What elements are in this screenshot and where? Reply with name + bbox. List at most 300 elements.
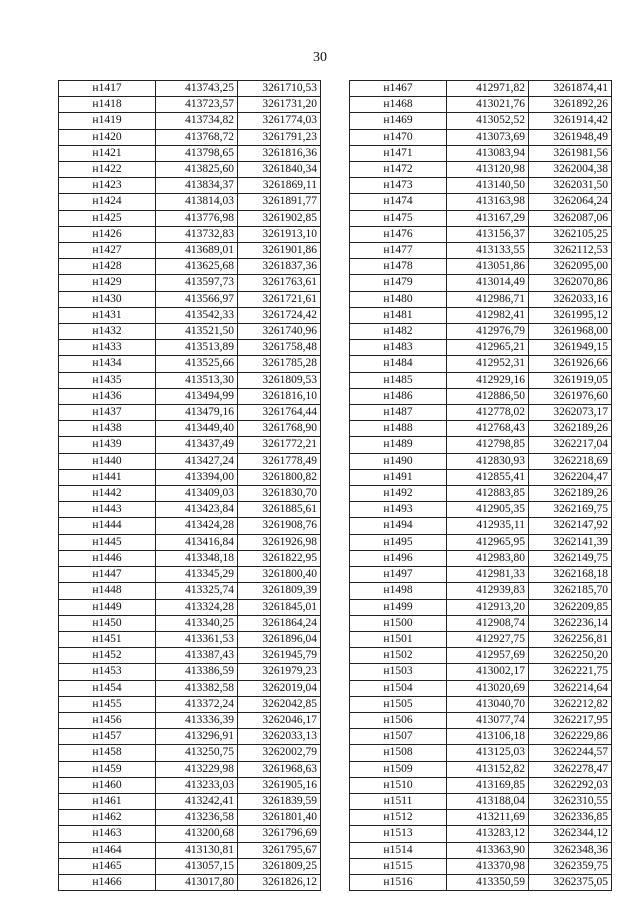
point-id-cell: н1480 <box>350 291 447 307</box>
x-coordinate-cell: 413734,82 <box>156 113 238 129</box>
table-row <box>59 680 321 696</box>
y-coordinate-cell: 3261914,42 <box>529 113 612 129</box>
table-row <box>59 810 321 826</box>
table-row <box>59 648 321 664</box>
x-coordinate-cell: 413372,24 <box>156 696 238 712</box>
point-id-cell: н1455 <box>59 696 156 712</box>
table-row <box>59 874 321 890</box>
point-id-cell: н1447 <box>59 567 156 583</box>
y-coordinate-cell: 3261968,63 <box>238 761 321 777</box>
y-coordinate-cell: 3262214,64 <box>529 680 612 696</box>
point-id-cell: н1492 <box>350 486 447 502</box>
x-coordinate-cell: 412965,95 <box>447 534 529 550</box>
point-id-cell: н1417 <box>59 81 156 97</box>
x-coordinate-cell: 413077,74 <box>447 712 529 728</box>
point-id-cell: н1500 <box>350 615 447 631</box>
point-id-cell: н1454 <box>59 680 156 696</box>
y-coordinate-cell: 3261724,42 <box>238 307 321 323</box>
coordinates-table-left <box>58 80 321 891</box>
point-id-cell: н1426 <box>59 226 156 242</box>
point-id-cell: н1498 <box>350 583 447 599</box>
x-coordinate-cell: 413336,39 <box>156 712 238 728</box>
table-row <box>350 664 612 680</box>
x-coordinate-cell: 413776,98 <box>156 210 238 226</box>
point-id-cell: н1434 <box>59 356 156 372</box>
x-coordinate-cell: 413382,58 <box>156 680 238 696</box>
x-coordinate-cell: 413002,17 <box>447 664 529 680</box>
y-coordinate-cell: 3262204,47 <box>529 469 612 485</box>
table-row <box>350 583 612 599</box>
table-row <box>350 340 612 356</box>
y-coordinate-cell: 3261801,40 <box>238 810 321 826</box>
point-id-cell: н1461 <box>59 793 156 809</box>
y-coordinate-cell: 3262031,50 <box>529 178 612 194</box>
y-coordinate-cell: 3261800,40 <box>238 567 321 583</box>
y-coordinate-cell: 3262087,06 <box>529 210 612 226</box>
x-coordinate-cell: 413513,89 <box>156 340 238 356</box>
table-row <box>350 307 612 323</box>
x-coordinate-cell: 413014,49 <box>447 275 529 291</box>
point-id-cell: н1497 <box>350 567 447 583</box>
y-coordinate-cell: 3262141,39 <box>529 534 612 550</box>
point-id-cell: н1470 <box>350 129 447 145</box>
point-id-cell: н1472 <box>350 162 447 178</box>
x-coordinate-cell: 413363,90 <box>447 842 529 858</box>
table-row <box>350 550 612 566</box>
point-id-cell: н1418 <box>59 97 156 113</box>
x-coordinate-cell: 413296,91 <box>156 729 238 745</box>
table-row <box>59 421 321 437</box>
x-coordinate-cell: 413732,83 <box>156 226 238 242</box>
table-row <box>59 275 321 291</box>
y-coordinate-cell: 3261892,26 <box>529 97 612 113</box>
y-coordinate-cell: 3261721,61 <box>238 291 321 307</box>
x-coordinate-cell: 412913,20 <box>447 599 529 615</box>
y-coordinate-cell: 3262310,55 <box>529 793 612 809</box>
table-row <box>350 567 612 583</box>
y-coordinate-cell: 3261926,66 <box>529 356 612 372</box>
table-row <box>350 162 612 178</box>
point-id-cell: н1453 <box>59 664 156 680</box>
x-coordinate-cell: 413051,86 <box>447 259 529 275</box>
x-coordinate-cell: 413345,29 <box>156 567 238 583</box>
y-coordinate-cell: 3262221,75 <box>529 664 612 680</box>
x-coordinate-cell: 413361,53 <box>156 631 238 647</box>
y-coordinate-cell: 3262189,26 <box>529 486 612 502</box>
x-coordinate-cell: 413324,28 <box>156 599 238 615</box>
table-row <box>350 486 612 502</box>
x-coordinate-cell: 413200,68 <box>156 826 238 842</box>
point-id-cell: н1452 <box>59 648 156 664</box>
x-coordinate-cell: 413152,82 <box>447 761 529 777</box>
point-id-cell: н1451 <box>59 631 156 647</box>
point-id-cell: н1428 <box>59 259 156 275</box>
table-row <box>59 858 321 874</box>
x-coordinate-cell: 412929,16 <box>447 372 529 388</box>
y-coordinate-cell: 3262033,13 <box>238 729 321 745</box>
table-row <box>350 356 612 372</box>
y-coordinate-cell: 3262169,75 <box>529 502 612 518</box>
x-coordinate-cell: 413133,55 <box>447 243 529 259</box>
table-row <box>350 648 612 664</box>
y-coordinate-cell: 3261768,90 <box>238 421 321 437</box>
table-row <box>59 243 321 259</box>
x-coordinate-cell: 413449,40 <box>156 421 238 437</box>
y-coordinate-cell: 3261800,82 <box>238 469 321 485</box>
y-coordinate-cell: 3262209,85 <box>529 599 612 615</box>
table-row <box>59 729 321 745</box>
y-coordinate-cell: 3261826,12 <box>238 874 321 890</box>
y-coordinate-cell: 3261864,24 <box>238 615 321 631</box>
x-coordinate-cell: 413525,66 <box>156 356 238 372</box>
point-id-cell: н1465 <box>59 858 156 874</box>
y-coordinate-cell: 3261976,60 <box>529 388 612 404</box>
x-coordinate-cell: 413542,33 <box>156 307 238 323</box>
x-coordinate-cell: 413106,18 <box>447 729 529 745</box>
table-row <box>350 712 612 728</box>
y-coordinate-cell: 3262095,00 <box>529 259 612 275</box>
table-row <box>59 615 321 631</box>
x-coordinate-cell: 413768,72 <box>156 129 238 145</box>
table-row <box>59 307 321 323</box>
y-coordinate-cell: 3262250,20 <box>529 648 612 664</box>
table-row <box>59 194 321 210</box>
point-id-cell: н1516 <box>350 874 447 890</box>
point-id-cell: н1476 <box>350 226 447 242</box>
y-coordinate-cell: 3261902,85 <box>238 210 321 226</box>
y-coordinate-cell: 3261740,96 <box>238 324 321 340</box>
x-coordinate-cell: 413387,43 <box>156 648 238 664</box>
y-coordinate-cell: 3262073,17 <box>529 405 612 421</box>
y-coordinate-cell: 3261816,10 <box>238 388 321 404</box>
x-coordinate-cell: 413424,28 <box>156 518 238 534</box>
table-row <box>59 761 321 777</box>
table-row <box>59 502 321 518</box>
x-coordinate-cell: 413020,69 <box>447 680 529 696</box>
point-id-cell: н1508 <box>350 745 447 761</box>
x-coordinate-cell: 412965,21 <box>447 340 529 356</box>
y-coordinate-cell: 3261981,56 <box>529 145 612 161</box>
table-row <box>59 324 321 340</box>
point-id-cell: н1448 <box>59 583 156 599</box>
table-row <box>59 550 321 566</box>
y-coordinate-cell: 3261785,28 <box>238 356 321 372</box>
point-id-cell: н1478 <box>350 259 447 275</box>
point-id-cell: н1494 <box>350 518 447 534</box>
point-id-cell: н1504 <box>350 680 447 696</box>
x-coordinate-cell: 413188,04 <box>447 793 529 809</box>
y-coordinate-cell: 3261822,95 <box>238 550 321 566</box>
point-id-cell: н1424 <box>59 194 156 210</box>
table-row <box>59 826 321 842</box>
y-coordinate-cell: 3262185,70 <box>529 583 612 599</box>
x-coordinate-cell: 412982,41 <box>447 307 529 323</box>
point-id-cell: н1432 <box>59 324 156 340</box>
point-id-cell: н1423 <box>59 178 156 194</box>
point-id-cell: н1501 <box>350 631 447 647</box>
table-row <box>59 437 321 453</box>
table-row <box>350 777 612 793</box>
point-id-cell: н1464 <box>59 842 156 858</box>
x-coordinate-cell: 413437,49 <box>156 437 238 453</box>
x-coordinate-cell: 412908,74 <box>447 615 529 631</box>
y-coordinate-cell: 3262064,24 <box>529 194 612 210</box>
x-coordinate-cell: 413169,85 <box>447 777 529 793</box>
y-coordinate-cell: 3261710,53 <box>238 81 321 97</box>
table-row <box>350 405 612 421</box>
table-row <box>59 162 321 178</box>
table-row <box>59 583 321 599</box>
x-coordinate-cell: 413167,29 <box>447 210 529 226</box>
point-id-cell: н1473 <box>350 178 447 194</box>
y-coordinate-cell: 3261869,11 <box>238 178 321 194</box>
table-row <box>350 874 612 890</box>
table-row <box>59 145 321 161</box>
table-row <box>350 113 612 129</box>
y-coordinate-cell: 3262375,05 <box>529 874 612 890</box>
y-coordinate-cell: 3262348,36 <box>529 842 612 858</box>
x-coordinate-cell: 413825,60 <box>156 162 238 178</box>
table-row <box>350 680 612 696</box>
point-id-cell: н1481 <box>350 307 447 323</box>
x-coordinate-cell: 413513,30 <box>156 372 238 388</box>
point-id-cell: н1425 <box>59 210 156 226</box>
point-id-cell: н1488 <box>350 421 447 437</box>
table-row <box>59 113 321 129</box>
point-id-cell: н1438 <box>59 421 156 437</box>
x-coordinate-cell: 412798,85 <box>447 437 529 453</box>
table-row <box>350 793 612 809</box>
x-coordinate-cell: 412768,43 <box>447 421 529 437</box>
table-row <box>59 567 321 583</box>
table-row <box>350 421 612 437</box>
table-row <box>350 178 612 194</box>
x-coordinate-cell: 413125,03 <box>447 745 529 761</box>
point-id-cell: н1421 <box>59 145 156 161</box>
point-id-cell: н1493 <box>350 502 447 518</box>
y-coordinate-cell: 3261796,69 <box>238 826 321 842</box>
point-id-cell: н1486 <box>350 388 447 404</box>
x-coordinate-cell: 413021,76 <box>447 97 529 113</box>
y-coordinate-cell: 3261731,20 <box>238 97 321 113</box>
y-coordinate-cell: 3261926,98 <box>238 534 321 550</box>
x-coordinate-cell: 413416,84 <box>156 534 238 550</box>
table-row <box>350 696 612 712</box>
point-id-cell: н1445 <box>59 534 156 550</box>
x-coordinate-cell: 413350,59 <box>447 874 529 890</box>
table-row <box>350 534 612 550</box>
y-coordinate-cell: 3262236,14 <box>529 615 612 631</box>
table-row <box>59 291 321 307</box>
point-id-cell: н1462 <box>59 810 156 826</box>
x-coordinate-cell: 413236,58 <box>156 810 238 826</box>
table-row <box>59 664 321 680</box>
y-coordinate-cell: 3262004,38 <box>529 162 612 178</box>
x-coordinate-cell: 412886,50 <box>447 388 529 404</box>
x-coordinate-cell: 412939,83 <box>447 583 529 599</box>
x-coordinate-cell: 413743,25 <box>156 81 238 97</box>
y-coordinate-cell: 3261891,77 <box>238 194 321 210</box>
x-coordinate-cell: 412935,11 <box>447 518 529 534</box>
table-row <box>350 842 612 858</box>
x-coordinate-cell: 413325,74 <box>156 583 238 599</box>
x-coordinate-cell: 413073,69 <box>447 129 529 145</box>
y-coordinate-cell: 3261885,61 <box>238 502 321 518</box>
table-row <box>350 615 612 631</box>
point-id-cell: н1420 <box>59 129 156 145</box>
x-coordinate-cell: 413723,57 <box>156 97 238 113</box>
y-coordinate-cell: 3261905,16 <box>238 777 321 793</box>
table-row <box>350 437 612 453</box>
point-id-cell: н1444 <box>59 518 156 534</box>
point-id-cell: н1422 <box>59 162 156 178</box>
point-id-cell: н1456 <box>59 712 156 728</box>
x-coordinate-cell: 412883,85 <box>447 486 529 502</box>
point-id-cell: н1437 <box>59 405 156 421</box>
point-id-cell: н1482 <box>350 324 447 340</box>
table-row <box>59 842 321 858</box>
point-id-cell: н1479 <box>350 275 447 291</box>
table-row <box>59 793 321 809</box>
y-coordinate-cell: 3262042,85 <box>238 696 321 712</box>
x-coordinate-cell: 413057,15 <box>156 858 238 874</box>
point-id-cell: н1491 <box>350 469 447 485</box>
point-id-cell: н1441 <box>59 469 156 485</box>
table-row <box>350 145 612 161</box>
y-coordinate-cell: 3261791,23 <box>238 129 321 145</box>
table-row <box>350 453 612 469</box>
y-coordinate-cell: 3261979,23 <box>238 664 321 680</box>
point-id-cell: н1495 <box>350 534 447 550</box>
table-row <box>350 858 612 874</box>
x-coordinate-cell: 413348,18 <box>156 550 238 566</box>
table-row <box>350 502 612 518</box>
table-row <box>59 210 321 226</box>
y-coordinate-cell: 3261830,70 <box>238 486 321 502</box>
x-coordinate-cell: 413017,80 <box>156 874 238 890</box>
y-coordinate-cell: 3261901,86 <box>238 243 321 259</box>
point-id-cell: н1490 <box>350 453 447 469</box>
point-id-cell: н1484 <box>350 356 447 372</box>
x-coordinate-cell: 412976,79 <box>447 324 529 340</box>
table-row <box>350 745 612 761</box>
table-row <box>59 745 321 761</box>
y-coordinate-cell: 3262256,81 <box>529 631 612 647</box>
x-coordinate-cell: 413083,94 <box>447 145 529 161</box>
point-id-cell: н1449 <box>59 599 156 615</box>
y-coordinate-cell: 3262033,16 <box>529 291 612 307</box>
x-coordinate-cell: 413386,59 <box>156 664 238 680</box>
point-id-cell: н1469 <box>350 113 447 129</box>
table-row <box>59 712 321 728</box>
x-coordinate-cell: 413233,03 <box>156 777 238 793</box>
y-coordinate-cell: 3262359,75 <box>529 858 612 874</box>
x-coordinate-cell: 412855,41 <box>447 469 529 485</box>
y-coordinate-cell: 3261874,41 <box>529 81 612 97</box>
table-row <box>350 761 612 777</box>
y-coordinate-cell: 3261837,36 <box>238 259 321 275</box>
table-row <box>59 469 321 485</box>
table-row <box>350 631 612 647</box>
y-coordinate-cell: 3261995,12 <box>529 307 612 323</box>
y-coordinate-cell: 3262019,04 <box>238 680 321 696</box>
table-row <box>350 129 612 145</box>
table-row <box>350 826 612 842</box>
point-id-cell: н1433 <box>59 340 156 356</box>
x-coordinate-cell: 412778,02 <box>447 405 529 421</box>
point-id-cell: н1489 <box>350 437 447 453</box>
table-row <box>350 372 612 388</box>
y-coordinate-cell: 3261919,05 <box>529 372 612 388</box>
y-coordinate-cell: 3262105,25 <box>529 226 612 242</box>
table-row <box>59 97 321 113</box>
x-coordinate-cell: 412952,31 <box>447 356 529 372</box>
point-id-cell: н1468 <box>350 97 447 113</box>
y-coordinate-cell: 3262278,47 <box>529 761 612 777</box>
x-coordinate-cell: 413140,50 <box>447 178 529 194</box>
y-coordinate-cell: 3261949,15 <box>529 340 612 356</box>
x-coordinate-cell: 413625,68 <box>156 259 238 275</box>
x-coordinate-cell: 412986,71 <box>447 291 529 307</box>
table-row <box>59 129 321 145</box>
x-coordinate-cell: 412957,69 <box>447 648 529 664</box>
x-coordinate-cell: 412905,35 <box>447 502 529 518</box>
y-coordinate-cell: 3262189,26 <box>529 421 612 437</box>
table-row <box>59 696 321 712</box>
x-coordinate-cell: 413427,24 <box>156 453 238 469</box>
point-id-cell: н1496 <box>350 550 447 566</box>
x-coordinate-cell: 413521,50 <box>156 324 238 340</box>
point-id-cell: н1430 <box>59 291 156 307</box>
y-coordinate-cell: 3262002,79 <box>238 745 321 761</box>
y-coordinate-cell: 3261945,79 <box>238 648 321 664</box>
y-coordinate-cell: 3261968,00 <box>529 324 612 340</box>
table-row <box>59 599 321 615</box>
x-coordinate-cell: 413242,41 <box>156 793 238 809</box>
x-coordinate-cell: 413814,03 <box>156 194 238 210</box>
table-row <box>59 631 321 647</box>
table-row <box>59 486 321 502</box>
y-coordinate-cell: 3262147,92 <box>529 518 612 534</box>
y-coordinate-cell: 3262070,86 <box>529 275 612 291</box>
point-id-cell: н1463 <box>59 826 156 842</box>
y-coordinate-cell: 3261764,44 <box>238 405 321 421</box>
table-row <box>350 469 612 485</box>
y-coordinate-cell: 3261913,10 <box>238 226 321 242</box>
y-coordinate-cell: 3261778,49 <box>238 453 321 469</box>
y-coordinate-cell: 3261896,04 <box>238 631 321 647</box>
point-id-cell: н1507 <box>350 729 447 745</box>
y-coordinate-cell: 3261763,61 <box>238 275 321 291</box>
table-row <box>350 324 612 340</box>
point-id-cell: н1509 <box>350 761 447 777</box>
point-id-cell: н1487 <box>350 405 447 421</box>
point-id-cell: н1431 <box>59 307 156 323</box>
y-coordinate-cell: 3261839,59 <box>238 793 321 809</box>
y-coordinate-cell: 3261809,53 <box>238 372 321 388</box>
table-row <box>59 453 321 469</box>
point-id-cell: н1436 <box>59 388 156 404</box>
point-id-cell: н1466 <box>59 874 156 890</box>
point-id-cell: н1514 <box>350 842 447 858</box>
point-id-cell: н1506 <box>350 712 447 728</box>
table-row <box>59 372 321 388</box>
y-coordinate-cell: 3261948,49 <box>529 129 612 145</box>
y-coordinate-cell: 3262217,95 <box>529 712 612 728</box>
page-number: 30 <box>313 50 327 65</box>
point-id-cell: н1483 <box>350 340 447 356</box>
x-coordinate-cell: 413229,98 <box>156 761 238 777</box>
